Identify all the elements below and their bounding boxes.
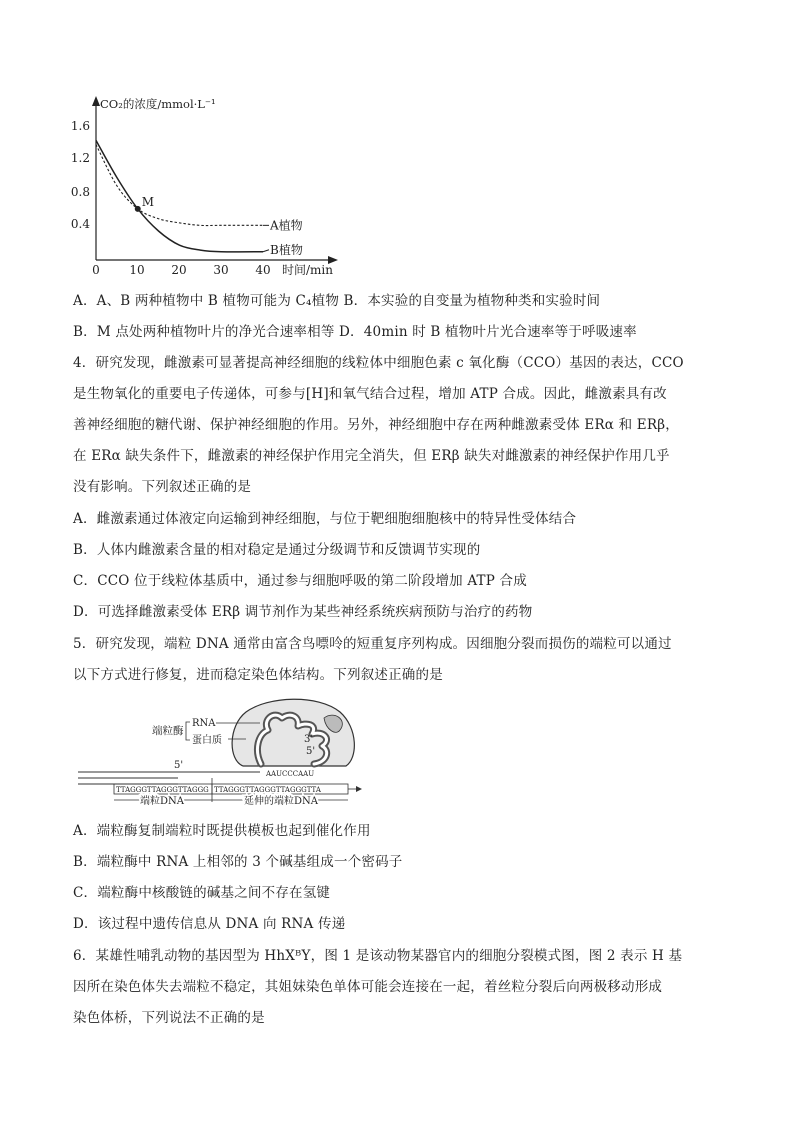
x-tick-label: 30: [213, 263, 229, 277]
enzyme-label: 端粒酶: [152, 725, 184, 737]
y-axis-arrow: [92, 96, 100, 106]
q4-option-c: C．CCO 位于线粒体基质中，通过参与细胞呼吸的第二阶段增加 ATP 合成: [73, 573, 527, 589]
template-sequence: AAUCCCAAU: [266, 770, 315, 778]
extended-sequence: TTAGGGTTAGGGTTAGGGTTA: [214, 786, 321, 794]
y-axis-label: CO₂的浓度/mmol·L⁻¹: [100, 97, 216, 111]
series-b-label: B植物: [270, 242, 303, 257]
series-line-b: [96, 140, 263, 251]
protein-label: 蛋白质: [192, 735, 222, 746]
point-m: [135, 206, 141, 212]
q4-stem-line: 是生物氧化的重要电子传递体，可参与[H]和氧气结合过程，增加 ATP 合成。因此，雌激素具有改: [73, 386, 667, 402]
x-tick-label: 20: [171, 263, 187, 277]
q4-option-d: D．可选择雌激素受体 ERβ 调节剂作为某些神经系统疾病预防与治疗的药物: [73, 604, 533, 620]
y-ticks: [71, 119, 90, 231]
q4-option-a: A．雌激素通过体液定向运输到神经细胞，与位于靶细胞细胞核中的特异性受体结合: [73, 511, 577, 527]
q6-stem-line: 6．某雄性哺乳动物的基因型为 HhXᴮY，图 1 是该动物某器官内的细胞分裂模式图，图 2 表示 H 基: [73, 948, 683, 964]
q4-stem-line: 没有影响。下列叙述正确的是: [73, 479, 252, 495]
q5-option-b: B．端粒酶中 RNA 上相邻的 3 个碱基组成一个密码子: [73, 854, 403, 870]
q4-stem-line: 4．研究发现，雌激素可显著提高神经细胞的线粒体中细胞色素 c 氧化酶（CCO）基因的表达，CCO: [73, 355, 684, 371]
q5-stem-line: 以下方式进行修复，进而稳定染色体结构。下列叙述正确的是: [73, 667, 443, 683]
q3-options-row-1: A．A、B 两种植物中 B 植物可能为 C₄植物 B．本实验的自变量为植物种类和实验时间: [73, 293, 601, 309]
x-axis-label: 时间/min: [282, 263, 333, 277]
co2-concentration-chart: [60, 92, 360, 282]
q5-option-c: C．端粒酶中核酸链的碱基之间不存在氢键: [73, 885, 331, 901]
x-tick-label: 0: [92, 263, 100, 277]
q4-stem-line: 善神经细胞的糖代谢、保护神经细胞的作用。另外，神经细胞中存在两种雌激素受体 ERα 和 ERβ，: [73, 417, 679, 433]
q5-stem-line: 5．研究发现，端粒 DNA 通常由富含鸟嘌呤的短重复序列构成。因细胞分裂而损伤的端粒可以通过: [73, 636, 672, 652]
y-tick-label: 0.8: [70, 185, 90, 199]
extended-dna-label: 延伸的端粒DNA: [244, 796, 318, 807]
label-bracket: [186, 722, 190, 740]
y-tick-label: 1.2: [70, 151, 90, 165]
q4-option-b: B．人体内雌激素含量的相对稳定是通过分级调节和反馈调节实现的: [73, 542, 481, 558]
point-m-label: M: [141, 194, 155, 209]
telomere-sequence: TTAGGGTTAGGGTTAGGG: [116, 786, 209, 794]
rna-label: RNA: [192, 718, 216, 729]
telomere-dna-label: 端粒DNA: [140, 796, 184, 807]
telomerase-diagram: [78, 690, 378, 808]
five-prime-right-label: 5': [306, 746, 316, 757]
q6-stem-line: 染色体桥，下列说法不正确的是: [73, 1010, 265, 1026]
strand-arrowhead: [356, 786, 362, 792]
series-b-leader: [263, 250, 269, 252]
y-tick-label: 1.6: [70, 119, 90, 133]
five-prime-left-label: 5': [174, 760, 184, 771]
y-tick-label: 0.4: [70, 217, 90, 231]
q5-option-a: A．端粒酶复制端粒时既提供模板也起到催化作用: [73, 823, 371, 839]
x-ticks: [92, 263, 270, 277]
q4-stem-line: 在 ERα 缺失条件下，雌激素的神经保护作用完全消失，但 ERβ 缺失对雌激素的神经保护作用几乎: [73, 448, 670, 464]
series-a-label: A植物: [270, 218, 303, 233]
q3-options-row-2: B．M 点处两种植物叶片的净光合速率相等 D．40min 时 B 植物叶片光合速率等于呼吸速率: [73, 324, 637, 340]
q5-option-d: D．该过程中遗传信息从 DNA 向 RNA 传递: [73, 916, 346, 932]
three-prime-label: 3': [304, 734, 314, 745]
q6-stem-line: 因所在染色体失去端粒不稳定，其姐妹染色单体可能会连接在一起，着丝粒分裂后向两极移动形成: [73, 979, 663, 995]
x-tick-label: 10: [129, 263, 145, 277]
x-tick-label: 40: [255, 263, 271, 277]
